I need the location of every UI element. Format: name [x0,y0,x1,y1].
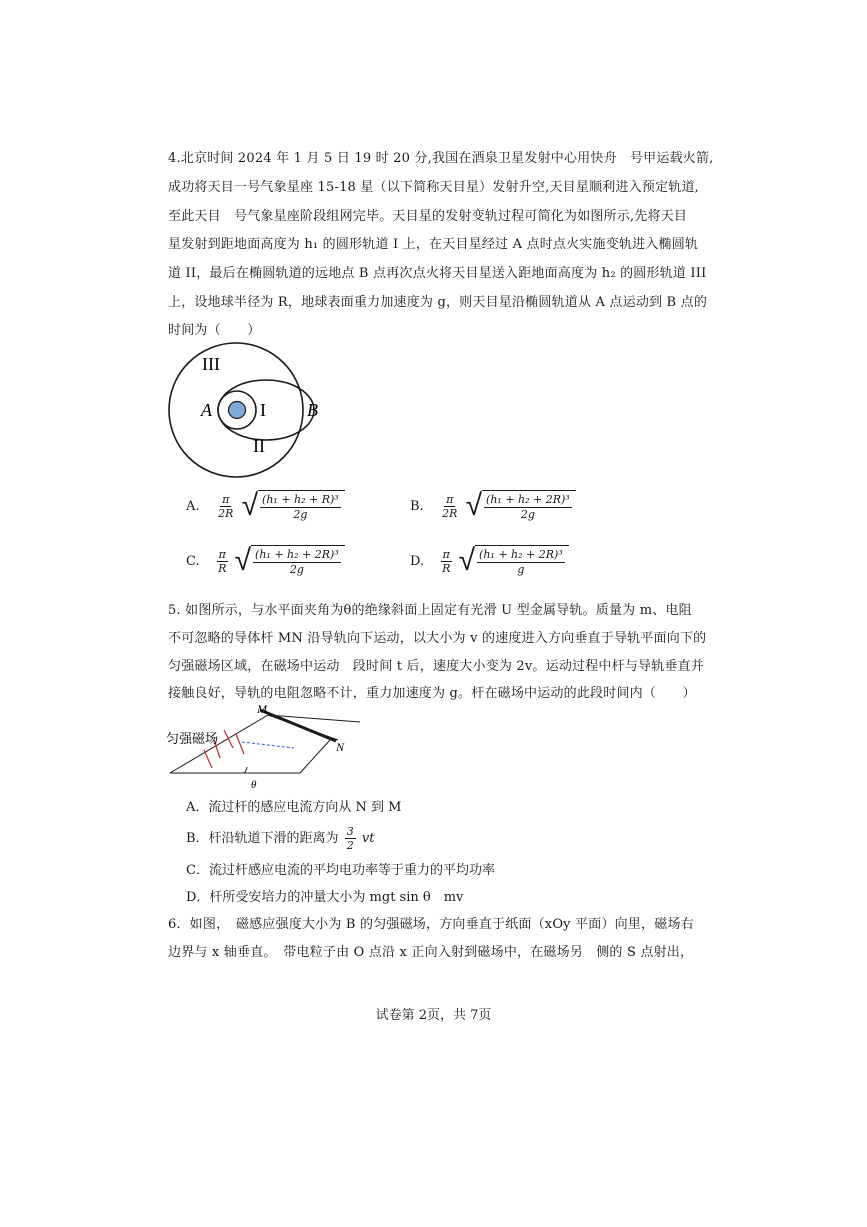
option-letter: A. [186,498,200,514]
q4-line-6: 上，设地球半径为 R，地球表面重力加速度为 g，则天目星沿椭圆轨道从 A 点运动到 B 点的 [168,295,708,310]
q4-option-d [410,545,569,577]
option-coefficient: $\frac{\pi}{R}$ [442,547,451,575]
q5-line-3: 匀强磁场区域，在磁场中运动 段时间 t 后，速度大小变为 2v。运动过程中杆与导轨垂直并 [168,659,705,674]
option-coefficient: $\frac{\pi}{2R}$ [218,492,234,520]
label-B: B [307,400,318,420]
rail-right-edge [300,740,330,773]
q4-line-3: 至此天目 号气象星座阶段组网完毕。天目星的发射变轨过程可简化为如图所示,先将天目 [168,209,688,224]
q6-line-2: 边界与 x 轴垂直。 带电粒子由 O 点沿 x 正向入射到磁场中，在磁场另 侧的 S 点射出， [168,945,694,960]
q5-option-c: C．流过杆感应电流的平均电功率等于重力的平均功率 [186,863,495,878]
q4-line-4: 星发射到距地面高度为 h₁ 的圆形轨道 I 上，在天目星经过 A 点时点火实施变轨进入椭圆轨 [168,237,699,252]
option-radical: √ (h₁ + h₂ + R)³ 2g [242,490,345,522]
page-footer: 试卷第 2页，共 7页 [375,1008,492,1023]
angle-arc [244,767,247,773]
q4-line-7: 时间为（ ） [168,323,261,338]
field-arrow [236,734,244,754]
q4-option-b [410,490,576,522]
q5-option-d: D．杆所受安培力的冲量大小为 mgt sin θ mv [186,890,464,905]
q5-option-a: A．流过杆的感应电流方向从 N 到 M [186,800,402,815]
q4-line-2: 成功将天目一号气象星座 15-18 星（以下简称天目星）发射升空,天目星顺利进入预定轨道, [168,180,700,195]
label-A: A [201,400,212,420]
incline-rail-diagram [160,700,370,795]
field-arrow [204,750,212,768]
label-theta: θ [251,779,257,791]
label-M: M [257,702,267,716]
q5-line-2: 不可忽略的导体杆 MN 沿导轨向下运动，以大小为 v 的速度进入方向垂直于导轨平面向下的 [168,631,707,646]
field-label: 匀强磁场 [166,731,219,746]
label-I: I [260,400,266,420]
label-N: N [336,740,345,754]
orbit-diagram [160,340,330,485]
option-radical: √ (h₁ + h₂ + 2R)³ 2g [235,545,345,577]
earth-icon [229,402,246,419]
q5-option-b: B．杆沿轨道下滑的距离为 $\frac{3}{2}$ vt [186,825,375,852]
option-radical: √ (h₁ + h₂ + 2R)³ g [459,545,569,577]
option-coefficient: $\frac{\pi}{R}$ [218,547,227,575]
q5-line-4: 接触良好，导轨的电阻忽略不计，重力加速度为 g。杆在磁场中运动的此段时间内（ ） [168,686,696,701]
q4-option-a [186,490,345,522]
q6-line-1: 6．如图， 磁感应强度大小为 B 的匀强磁场，方向垂直于纸面（xOy 平面）向里，磁场右 [168,917,694,932]
q4-line-1: 4.北京时间 2024 年 1 月 5 日 19 时 20 分,我国在酒泉卫星发射中心用快舟 号甲运载火箭, [168,151,714,166]
q5-line-1: 5. 如图所示，与水平面夹角为θ的绝缘斜面上固定有光滑 U 型金属导轨。质量为 m、电阻 [168,603,692,618]
field-boundary [242,742,294,748]
q4-line-5: 道 II，最后在椭圆轨道的远地点 B 点再次点火将天目星送入距地面高度为 h₂ 的圆形轨道 III [168,266,707,281]
option-radical: √ (h₁ + h₂ + 2R)³ 2g [466,490,576,522]
option-fraction: $\frac{3}{2}$ [346,825,354,852]
option-letter: D. [410,553,425,569]
option-letter: B. [410,498,424,514]
label-III: III [202,354,220,374]
option-letter: C. [186,553,200,569]
label-II: II [253,436,265,456]
option-coefficient: $\frac{\pi}{2R}$ [442,492,458,520]
field-arrow [224,730,233,748]
conductor-rod-MN [260,710,336,741]
q4-option-c [186,545,345,577]
